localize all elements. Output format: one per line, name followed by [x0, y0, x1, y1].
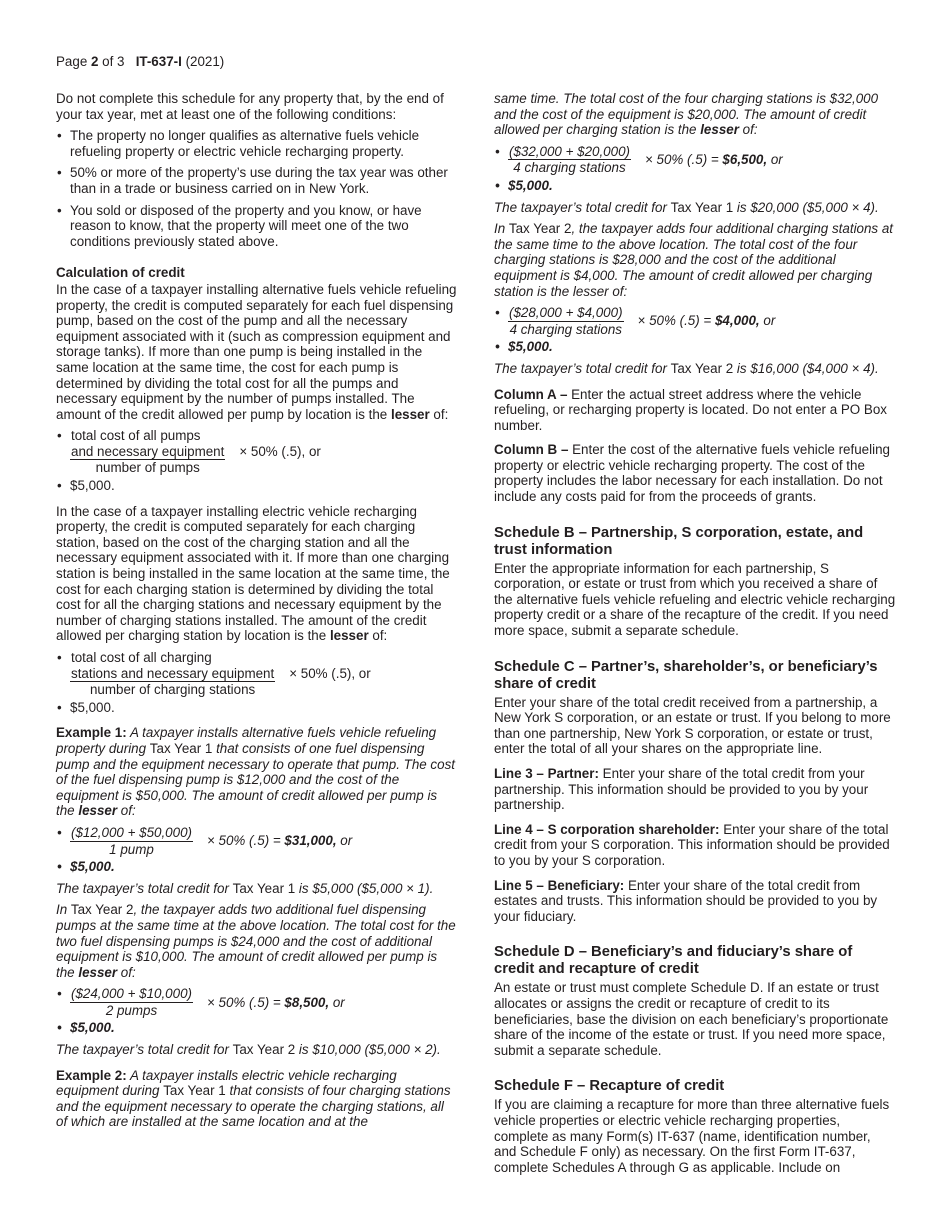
condition-item: • You sold or disposed of the property and you know, or have reason to know, that the property will meet one of the two conditions previously stated above. [56, 203, 458, 250]
calculation-paragraph-charging [56, 504, 458, 644]
condition-item: • The property no longer qualifies as alternative fuels vehicle refueling property or electric vehicle recharging property. [56, 128, 458, 159]
denominator: 4 charging stations [509, 321, 622, 337]
formula-alt: • $5,000. [56, 1020, 458, 1036]
or-word: or [759, 313, 776, 329]
example-1-label: Example 1: [56, 725, 127, 741]
example-1-year-2-formula [56, 986, 458, 1018]
schedule-b-text: Enter the appropriate information for each partnership, S corporation, or estate or trust from which you received a share of the alternative fuels vehicle refueling and electric vehicle recharging property credit or a share of the recapture of the credit. If you need more space, submit a separate schedule. [494, 560, 896, 639]
numerator: • ($12,000 + $50,000) [71, 824, 192, 840]
example-text: that consists of one fuel dispensing pump and the equipment necessary to operate that pump. The cost of the fuel dispensing pump is $12,000 and the cost of the equipment is $50,000. The amount of credit allowed per pump is the [56, 740, 455, 819]
column-a-text: Enter the actual street address where the vehicle refueling, or recharging property is located. Do not enter a PO Box number. [494, 386, 888, 433]
intro-paragraph: Do not complete this schedule for any property that, by the end of your tax year, met at least one of the following conditions: [56, 91, 444, 122]
denominator: number of charging stations [89, 682, 256, 698]
formula-result: $31,000, [284, 833, 337, 849]
line-5-label: Line 5 – Beneficiary: [494, 877, 625, 893]
calculation-paragraph-pumps [56, 282, 458, 422]
example-text: In [494, 221, 509, 237]
denominator: number of pumps [95, 460, 200, 476]
lesser-word: lesser [390, 406, 430, 422]
tax-year-label: Tax Year 1 [232, 880, 296, 896]
schedule-d-heading: Schedule D – Beneficiary’s and fiduciary’s share of credit and recapture of credit [494, 944, 853, 978]
operator-text: × 50% (.5) = [207, 833, 285, 849]
example-1-formula [56, 825, 458, 857]
line-4-instructions [494, 822, 896, 869]
lesser-word: lesser [78, 803, 118, 819]
denominator: 2 pumps [105, 1002, 158, 1018]
form-id: IT-637-I [135, 54, 182, 69]
formula-result: $6,500, [722, 152, 768, 168]
example-text: is $16,000 ($4,000 × 4). [733, 360, 879, 376]
formula-alt: • $5,000. [56, 478, 458, 494]
denominator: 4 charging stations [513, 160, 626, 176]
line-3-label: Line 3 – Partner: [494, 766, 599, 781]
line-3-text: Enter your share of the total credit from your partnership. This information should be provided to you by your partnership. [494, 766, 869, 813]
example-2-year-2-formula [494, 305, 896, 337]
formula-operator: × 50% (.5), or [239, 444, 321, 460]
numerator-line-1: total cost of all charging [71, 650, 212, 665]
fraction [508, 305, 624, 337]
of-word: of: [429, 406, 449, 422]
schedule-c-heading: Schedule C – Partner’s, shareholder’s, or beneficiary’s share of credit [494, 658, 878, 692]
form-year: (2021) [181, 54, 225, 69]
example-1 [56, 725, 458, 819]
column-b-text: Enter the cost of the alternative fuels vehicle refueling property or electric vehicle recharging property. The cost of the property includes the labor necessary for each installation. Do not include any costs paid for from the proceeds of grants. [494, 442, 890, 505]
example-2-formula [494, 144, 896, 176]
calc-p1-text: In the case of a taxpayer installing alternative fuels vehicle refueling property, the credit is computed separately for each fuel dispensing pump, based on the cost of the pump and all the necessary equipment associated with it (such as compression equipment and storage tanks). If more than one pump is being installed in the same location at the same time, the cost for each pump is determined by dividing the total cost for all the pumps and necessary equipment by the number of pumps installed. The amount of the credit allowed per pump by location is the [56, 281, 457, 422]
formula-charging [56, 650, 458, 698]
example-2 [56, 1068, 458, 1130]
example-text: is $20,000 ($5,000 × 4). [733, 199, 879, 215]
example-text: The taxpayer’s total credit for [494, 360, 671, 376]
fraction [70, 650, 275, 698]
example-text: of: [117, 803, 136, 819]
example-text: A taxpayer installs alternative fuels vehicle refueling property during [56, 725, 437, 756]
example-2-total-2 [494, 361, 896, 377]
or-word: or [767, 152, 783, 168]
operator-text: × 50% (.5) = [637, 313, 715, 329]
example-2-year-2 [494, 221, 896, 299]
numerator-line-1: total cost of all pumps [71, 428, 201, 444]
calc-p2-text: In the case of a taxpayer installing electric vehicle recharging property, the credit is computed separately for each charging station, based on the cost of the charging station and all the necessary equipment associated with it. If more than one charging station is being installed in the same location at the same time, the cost for each charging station is determined by dividing the total cost for all the charging stations and necessary equipment by the number of charging stations installed. The amount of the credit allowed per charging station by location is the [56, 503, 450, 644]
fraction [70, 825, 193, 857]
formula-operator [638, 313, 776, 329]
lesser-word: lesser [78, 964, 118, 980]
lesser-word: lesser [700, 122, 739, 138]
example-text: is $10,000 ($5,000 × 2). [295, 1042, 441, 1058]
of-word: of: [368, 628, 388, 644]
numerator-line-2: and necessary equipment [71, 443, 225, 459]
line-5-text: Enter your share of the total credit from estates and trusts. This information should be provided to you by your fiduciary. [494, 877, 878, 924]
right-column [494, 91, 896, 1181]
fraction [70, 986, 193, 1018]
fraction [508, 144, 631, 176]
denominator: 1 pump [109, 841, 154, 857]
numerator: • ($32,000 + $20,000) [509, 143, 630, 159]
example-text: The taxpayer’s total credit for [56, 1042, 233, 1058]
line-4-label: Line 4 – S corporation shareholder: [494, 821, 720, 837]
numerator: • ($24,000 + $10,000) [71, 986, 192, 1002]
operator-text: × 50% (.5) = [645, 152, 723, 168]
example-text: of: [738, 122, 758, 138]
formula-operator: × 50% (.5), or [289, 666, 371, 682]
page-label: Page [56, 54, 91, 69]
example-text: The taxpayer’s total credit for [56, 880, 233, 896]
example-2-label: Example 2: [56, 1067, 127, 1083]
example-text: The taxpayer’s total credit for [494, 199, 671, 215]
tax-year-label: Tax Year 1 [149, 740, 213, 756]
schedule-c-text: Enter your share of the total credit received from a partnership, a New York S corporation, or an estate or trust. If you belong to more than one partnership, New York S corporation, or estate or trust, enter the total of all your shares on the appropriate line. [494, 694, 891, 757]
example-2-total [494, 200, 896, 216]
formula-alt: • $5,000. [494, 339, 896, 355]
page-header [56, 54, 224, 70]
example-2-continued [494, 91, 896, 138]
formula-pumps [56, 428, 458, 476]
line-5-instructions [494, 878, 896, 925]
tax-year-label: Tax Year 1 [670, 199, 734, 215]
formula-result: $4,000, [714, 313, 760, 329]
example-text: , the taxpayer adds two additional fuel dispensing pumps at the same time at the above location. The total cost for the two fuel dispensing pumps is $24,000 and the cost of additional equipment is $10,000. The amount of credit allowed per pump is the [56, 902, 456, 980]
column-a-label: Column A – [494, 386, 568, 402]
numerator: • ($28,000 + $4,000) [509, 305, 623, 321]
example-text: , the taxpayer adds four additional charging stations at the same time to the above location. The total cost of the four charging stations is $28,000 and the cost of the additional equipment is $4,000. The amount of credit allowed per charging station is the lesser of: [494, 221, 894, 299]
formula-alt: • $5,000. [56, 700, 458, 716]
numerator-line-2: stations and necessary equipment [71, 665, 275, 681]
condition-item: • 50% or more of the property’s use during the tax year was other than in a trade or business carried on in New York. [56, 165, 458, 196]
tax-year-label: Tax Year 2 [508, 221, 572, 237]
example-text: that consists of four charging stations and the equipment necessary to operate the charging stations, all of which are installed at the same location and at the [56, 1083, 451, 1130]
example-1-total [56, 881, 458, 897]
page-number: 2 [91, 54, 99, 69]
schedule-f-heading: Schedule F – Recapture of credit [494, 1078, 725, 1095]
left-column [56, 91, 458, 1136]
line-3-instructions [494, 766, 896, 813]
formula-operator [645, 152, 783, 168]
formula-result: $8,500, [284, 994, 330, 1010]
example-1-year-2 [56, 902, 458, 980]
example-text: same time. The total cost of the four charging stations is $32,000 and the cost of the equipment is $20,000. The amount of credit allowed per charging station is the [494, 91, 879, 138]
schedule-b-heading: Schedule B – Partnership, S corporation, estate, and trust information [494, 524, 864, 558]
column-b-instructions [494, 442, 896, 504]
tax-year-label: Tax Year 2 [232, 1042, 296, 1058]
fraction [70, 428, 225, 476]
formula-alt: • $5,000. [494, 178, 896, 194]
example-text: of: [117, 964, 136, 980]
operator-text: × 50% (.5) = [207, 994, 285, 1010]
calculation-heading: Calculation of credit [56, 265, 185, 281]
example-1-total-2 [56, 1042, 458, 1058]
or-word: or [329, 994, 345, 1010]
tax-year-label: Tax Year 2 [670, 360, 734, 376]
schedule-f-text: If you are claiming a recapture for more than three alternative fuels vehicle properties or electric vehicle recharging properties, complete as many Form(s) IT-637 (name, identification number, and Schedule F only) as necessary. On the first Form IT-637, complete Schedules A through G as applicable. Include on [494, 1097, 890, 1175]
example-text: is $5,000 ($5,000 × 1). [295, 880, 434, 896]
formula-operator [207, 995, 345, 1011]
tax-year-label: Tax Year 1 [163, 1083, 226, 1099]
page-of: of 3 [98, 54, 125, 69]
line-4-text: Enter your share of the total credit from your S corporation. This information should be provided to you by your S corporation. [494, 821, 890, 868]
tax-year-label: Tax Year 2 [70, 902, 134, 918]
example-text: A taxpayer installs electric vehicle recharging equipment during [56, 1067, 397, 1099]
or-word: or [336, 833, 353, 849]
column-b-label: Column B – [494, 442, 569, 458]
schedule-d-text: An estate or trust must complete Schedule D. If an estate or trust allocates or assigns the credit or recapture of credit to its beneficiaries, base the division on each beneficiary’s proportionate share of the income of the estate or trust. If you need more space, submit a separate schedule. [494, 980, 889, 1058]
formula-operator [207, 833, 352, 849]
example-text: In [56, 902, 71, 918]
formula-alt: • $5,000. [56, 859, 458, 875]
column-a-instructions [494, 387, 896, 434]
lesser-word: lesser [329, 628, 369, 644]
